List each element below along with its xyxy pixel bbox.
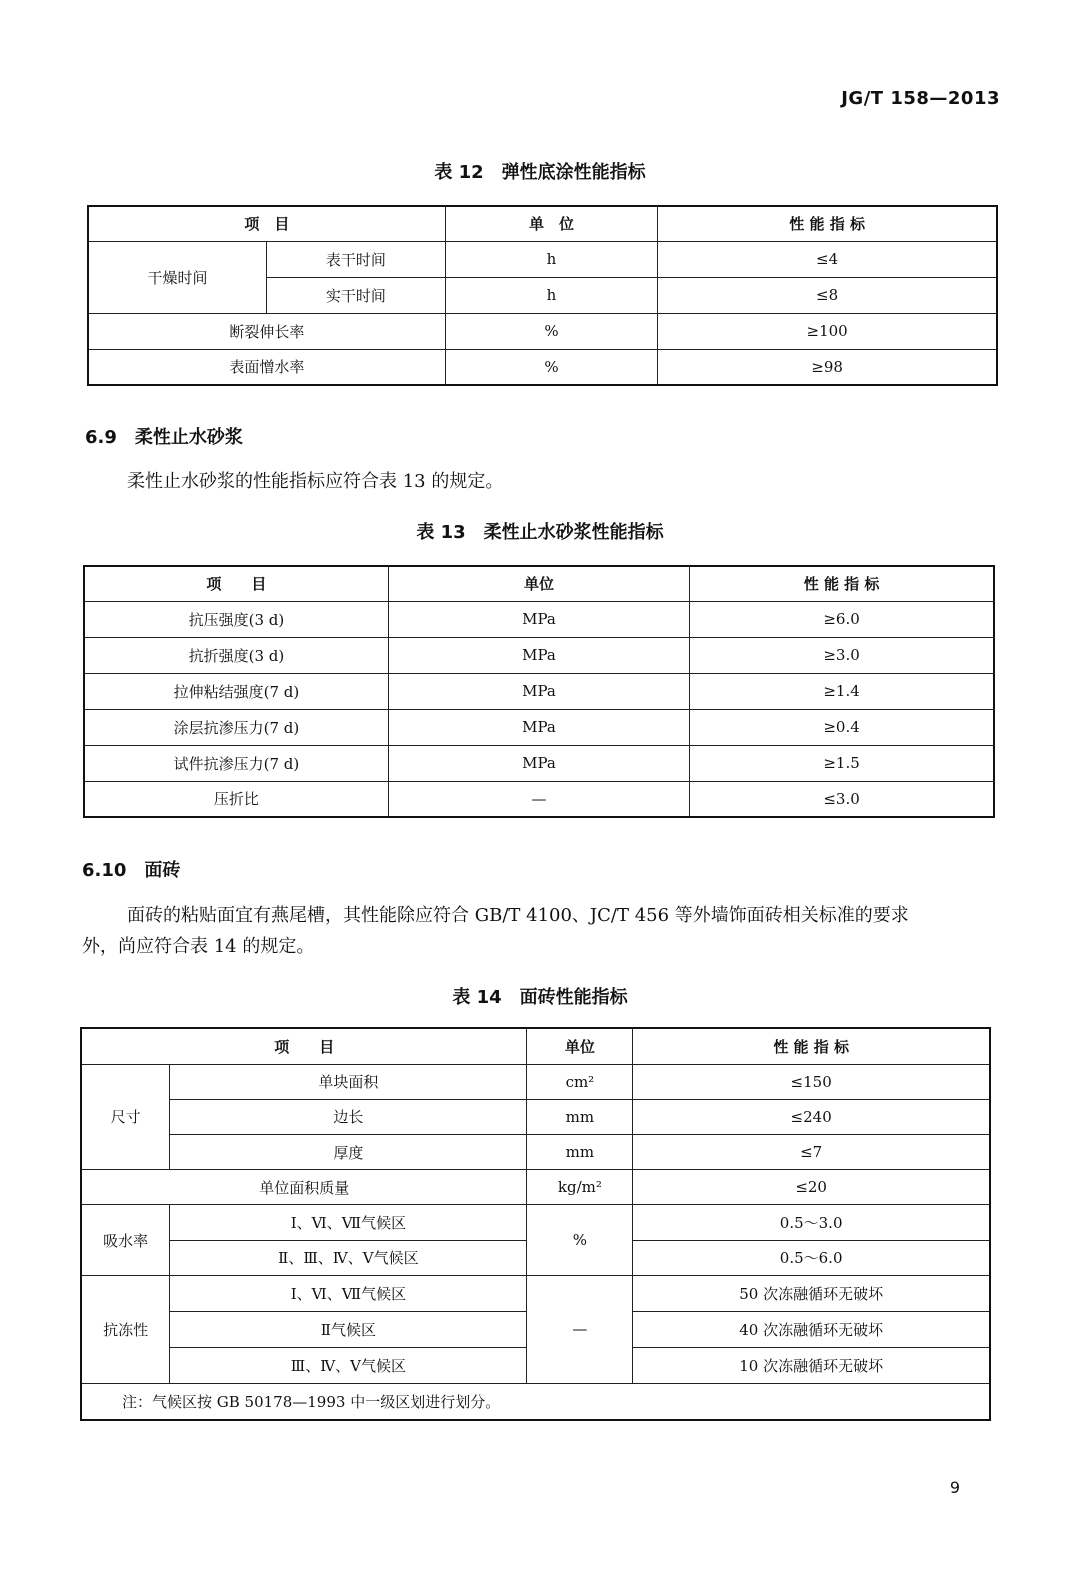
table13-header-unit: 单位 [388, 566, 689, 601]
table-cell: 断裂伸长率 [88, 313, 445, 349]
table14-header-value: 性 能 指 标 [633, 1028, 990, 1064]
table-cell: MPa [388, 673, 689, 709]
table14-caption: 表 14 面砖性能指标 [452, 987, 628, 1008]
table13-header-value: 性 能 指 标 [690, 566, 994, 601]
table12-header-item: 项 目 [88, 206, 445, 241]
section-6-9-text: 柔性止水砂浆的性能指标应符合表 13 的规定。 [127, 471, 504, 492]
table-cell: % [445, 313, 658, 349]
table-cell: ≥100 [658, 313, 997, 349]
table-cell: 抗压强度(3 d) [84, 601, 388, 637]
table-cell: ≤4 [658, 241, 997, 277]
table-cell: ≥6.0 [690, 601, 994, 637]
table-cell: Ⅱ、Ⅲ、Ⅳ、Ⅴ气候区 [170, 1240, 527, 1275]
table-cell: 边长 [170, 1099, 527, 1134]
table14-header-unit: 单位 [527, 1028, 633, 1064]
table-cell: ≥3.0 [690, 637, 994, 673]
table-cell: ≤20 [633, 1170, 990, 1205]
table-cell: ≥1.4 [690, 673, 994, 709]
table12-drying-group: 干燥时间 [88, 241, 267, 313]
table-cell: 拉伸粘结强度(7 d) [84, 673, 388, 709]
table-cell: h [445, 277, 658, 313]
table-cell: 表干时间 [267, 241, 446, 277]
section-6-10-line2: 外，尚应符合表 14 的规定。 [82, 936, 315, 957]
table12 [87, 205, 998, 386]
table-cell: 40 次冻融循环无破坏 [633, 1311, 990, 1347]
standard-code: JG/T 158—2013 [841, 88, 1000, 109]
table14-frost-unit: — [527, 1275, 633, 1384]
table-cell: 抗折强度(3 d) [84, 637, 388, 673]
table-cell: 单块面积 [170, 1064, 527, 1099]
table-cell: 涂层抗渗压力(7 d) [84, 709, 388, 745]
table-cell: Ⅱ气候区 [170, 1311, 527, 1347]
table-cell: 0.5～6.0 [633, 1240, 990, 1275]
table-cell: — [388, 781, 689, 817]
section-6-9-title: 6.9 柔性止水砂浆 [85, 427, 243, 448]
table-cell: ≤150 [633, 1064, 990, 1099]
table-cell: Ⅰ、Ⅵ、Ⅶ气候区 [170, 1205, 527, 1240]
table-cell: 表面憎水率 [88, 349, 445, 385]
table-cell: ≥98 [658, 349, 997, 385]
table-cell: kg/m² [527, 1170, 633, 1205]
table12-header-unit: 单 位 [445, 206, 658, 241]
table-cell: 压折比 [84, 781, 388, 817]
table-cell: 试件抗渗压力(7 d) [84, 745, 388, 781]
table14-note: 注：气候区按 GB 50178—1993 中一级区划进行划分。 [81, 1384, 990, 1420]
table-cell: MPa [388, 745, 689, 781]
table-cell: ≥0.4 [690, 709, 994, 745]
table-cell: ≤7 [633, 1135, 990, 1170]
table-cell: 10 次冻融循环无破坏 [633, 1348, 990, 1384]
table-cell: MPa [388, 601, 689, 637]
table13 [83, 565, 995, 818]
table-cell: ≤8 [658, 277, 997, 313]
table14-water-group: 吸水率 [81, 1205, 170, 1275]
table-cell: 0.5～3.0 [633, 1205, 990, 1240]
table14-frost-group: 抗冻性 [81, 1275, 170, 1384]
section-6-10-title: 6.10 面砖 [82, 860, 181, 881]
table14-header-item: 项 目 [81, 1028, 527, 1064]
table-cell: mm [527, 1135, 633, 1170]
table12-header-value: 性 能 指 标 [658, 206, 997, 241]
table-cell: MPa [388, 637, 689, 673]
table12-caption: 表 12 弹性底涂性能指标 [434, 162, 646, 183]
table13-caption: 表 13 柔性止水砂浆性能指标 [416, 522, 664, 543]
table14-size-group: 尺寸 [81, 1064, 170, 1170]
table-cell: cm² [527, 1064, 633, 1099]
table-cell: Ⅲ、Ⅳ、Ⅴ气候区 [170, 1348, 527, 1384]
table-cell: ≥1.5 [690, 745, 994, 781]
table-cell: % [445, 349, 658, 385]
table13-header-item: 项 目 [84, 566, 388, 601]
table-cell: h [445, 241, 658, 277]
table-cell: ≤240 [633, 1099, 990, 1134]
table-cell: Ⅰ、Ⅵ、Ⅶ气候区 [170, 1275, 527, 1311]
table-cell: ≤3.0 [690, 781, 994, 817]
table-cell: 单位面积质量 [81, 1170, 527, 1205]
table-cell: mm [527, 1099, 633, 1134]
table-cell: MPa [388, 709, 689, 745]
table-cell: 实干时间 [267, 277, 446, 313]
section-6-10-line1: 面砖的粘贴面宜有燕尾槽，其性能除应符合 GB/T 4100、JC/T 456 等外墙饰面砖相关标准的要求 [127, 905, 909, 926]
table14-water-unit: % [527, 1205, 633, 1275]
table-cell: 厚度 [170, 1135, 527, 1170]
table-cell: 50 次冻融循环无破坏 [633, 1275, 990, 1311]
table14 [80, 1027, 991, 1421]
page-number: 9 [949, 1478, 960, 1497]
